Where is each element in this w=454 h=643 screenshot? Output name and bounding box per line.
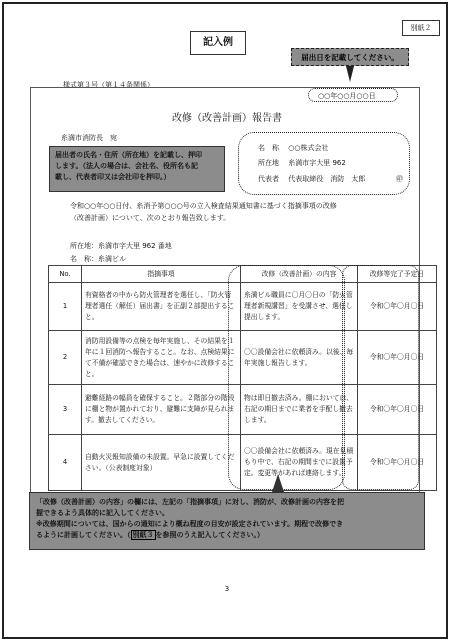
document-title: 改修（改善計画）報告書 bbox=[172, 113, 282, 124]
callout-line bbox=[36, 530, 418, 541]
callout-text: を参照のうえ記入してください。） bbox=[155, 531, 264, 539]
header-item: 指摘事項 bbox=[82, 266, 241, 283]
callout-line: 「改修（改善計画）の内容」の欄には、左記の「指摘事項」に対し、消防が、改修計画の内容を把 bbox=[36, 498, 344, 506]
header-date: 改修等完了予定日 bbox=[358, 266, 437, 283]
row-no: 4 bbox=[49, 435, 82, 491]
attachment-3-reference: 別紙３ bbox=[132, 531, 154, 539]
reporter-address-row bbox=[258, 158, 346, 168]
building-address: 所在地：糸満市字大里 962 番地 bbox=[70, 242, 172, 250]
plan-callout bbox=[29, 492, 425, 550]
plan-column-highlight bbox=[228, 265, 345, 490]
reporter-name-row bbox=[258, 143, 328, 153]
row-item: 自動火災報知設備の未設置。早急に設置してください。（公表制度対象） bbox=[82, 435, 241, 491]
row-date: 令和〇年〇月〇日 bbox=[358, 435, 437, 491]
row-no: 1 bbox=[49, 283, 82, 331]
body-line-1: 令和○○年○○日付、糸消予第○○○号の立入検査結果通知書に基づく指摘事項の改修 bbox=[70, 202, 337, 210]
header-plan: 改修（改善計画）の内容 bbox=[241, 266, 358, 283]
reporter-rep-label: 代表者 bbox=[258, 175, 279, 183]
callout-line: ※改修期間については、国からの通知により概ね程度の目安が設定されています。期程で改修でき bbox=[36, 520, 344, 528]
callout-line: 届出者の氏名・住所（所在地）を記載し、押印 bbox=[55, 151, 202, 159]
reporter-rep-row bbox=[258, 174, 365, 184]
report-date: ○○年○○月○○日 bbox=[318, 92, 376, 100]
callout-line: します。（法人の場合は、会社名、役所名も記 bbox=[55, 162, 198, 170]
row-plan: 〇〇設備会社に依頼済み。以後、毎年実施し報告します。 bbox=[241, 331, 358, 385]
row-item: 避難経路の幅員を確保すること。２階部分の階段に棚と物が置かれており、避難に支障が見られます。撤去してください。 bbox=[82, 385, 241, 435]
date-column-highlight bbox=[342, 265, 419, 490]
row-item: 消防用設備等の点検を毎年実施し、その結果を１年に１回消防へ報告すること。なお、点検結果にて不備が確認できた場合は、速やかに改修すること。 bbox=[82, 331, 241, 385]
page-number: 3 bbox=[224, 585, 230, 593]
reporter-callout bbox=[49, 146, 225, 192]
row-plan: 物は即日撤去済み。棚においては、右記の期日までに業者を手配し撤去します。 bbox=[241, 385, 358, 435]
arrow-down-icon bbox=[346, 66, 354, 82]
attachment-label: 別紙２ bbox=[402, 20, 440, 36]
reporter-rep-value: 代表取締役 消防 太郎 bbox=[288, 175, 366, 183]
callout-text: るように計画してください。（ bbox=[36, 531, 131, 539]
row-date: 令和〇年〇月〇日 bbox=[358, 331, 437, 385]
reporter-name-label: 名 称 bbox=[258, 144, 279, 152]
callout-line: 握できるよう具体的に記入してください。 bbox=[36, 509, 169, 517]
callout-line: 載し、代表者印又は会社印を押印。） bbox=[55, 173, 171, 181]
row-no: 2 bbox=[49, 331, 82, 385]
reporter-address-value: 糸満市字大里 962 bbox=[288, 159, 346, 167]
reporter-address-label: 所在地 bbox=[258, 159, 279, 167]
example-title: 記入例 bbox=[190, 31, 246, 55]
date-callout: 届出日を記載してください。 bbox=[291, 48, 409, 66]
row-no: 3 bbox=[49, 385, 82, 435]
form-number: 様式第３号（第１４条関係） bbox=[63, 81, 154, 89]
row-date: 令和〇年〇月〇日 bbox=[358, 283, 437, 331]
header-no: No. bbox=[49, 266, 82, 283]
row-date: 令和〇年〇月〇日 bbox=[358, 385, 437, 435]
building-name: 名 称：糸満ビル bbox=[70, 255, 126, 263]
arrow-up-icon bbox=[272, 474, 284, 492]
row-plan: 糸満ビル職員に〇月〇日の「防火管理者新規講習」を受講させ、選任し提出します。 bbox=[241, 283, 358, 331]
row-plan: 〇〇設備会社に依頼済み。現在見積もり中で、右記の期間までに設置予定。変更等があれば連絡します。 bbox=[241, 435, 358, 491]
row-item: 有資格者の中から防火管理者を選任し、「防火管理者選任（解任）届出書」を正副２部提出すること。 bbox=[82, 283, 241, 331]
body-line-2: （改善計画）について、次のとおり報告致します。 bbox=[70, 214, 231, 222]
recipient: 糸満市消防長 宛 bbox=[61, 134, 117, 142]
reporter-name-value: ○○株式会社 bbox=[288, 144, 329, 152]
seal-icon: ㊞ bbox=[396, 175, 403, 183]
